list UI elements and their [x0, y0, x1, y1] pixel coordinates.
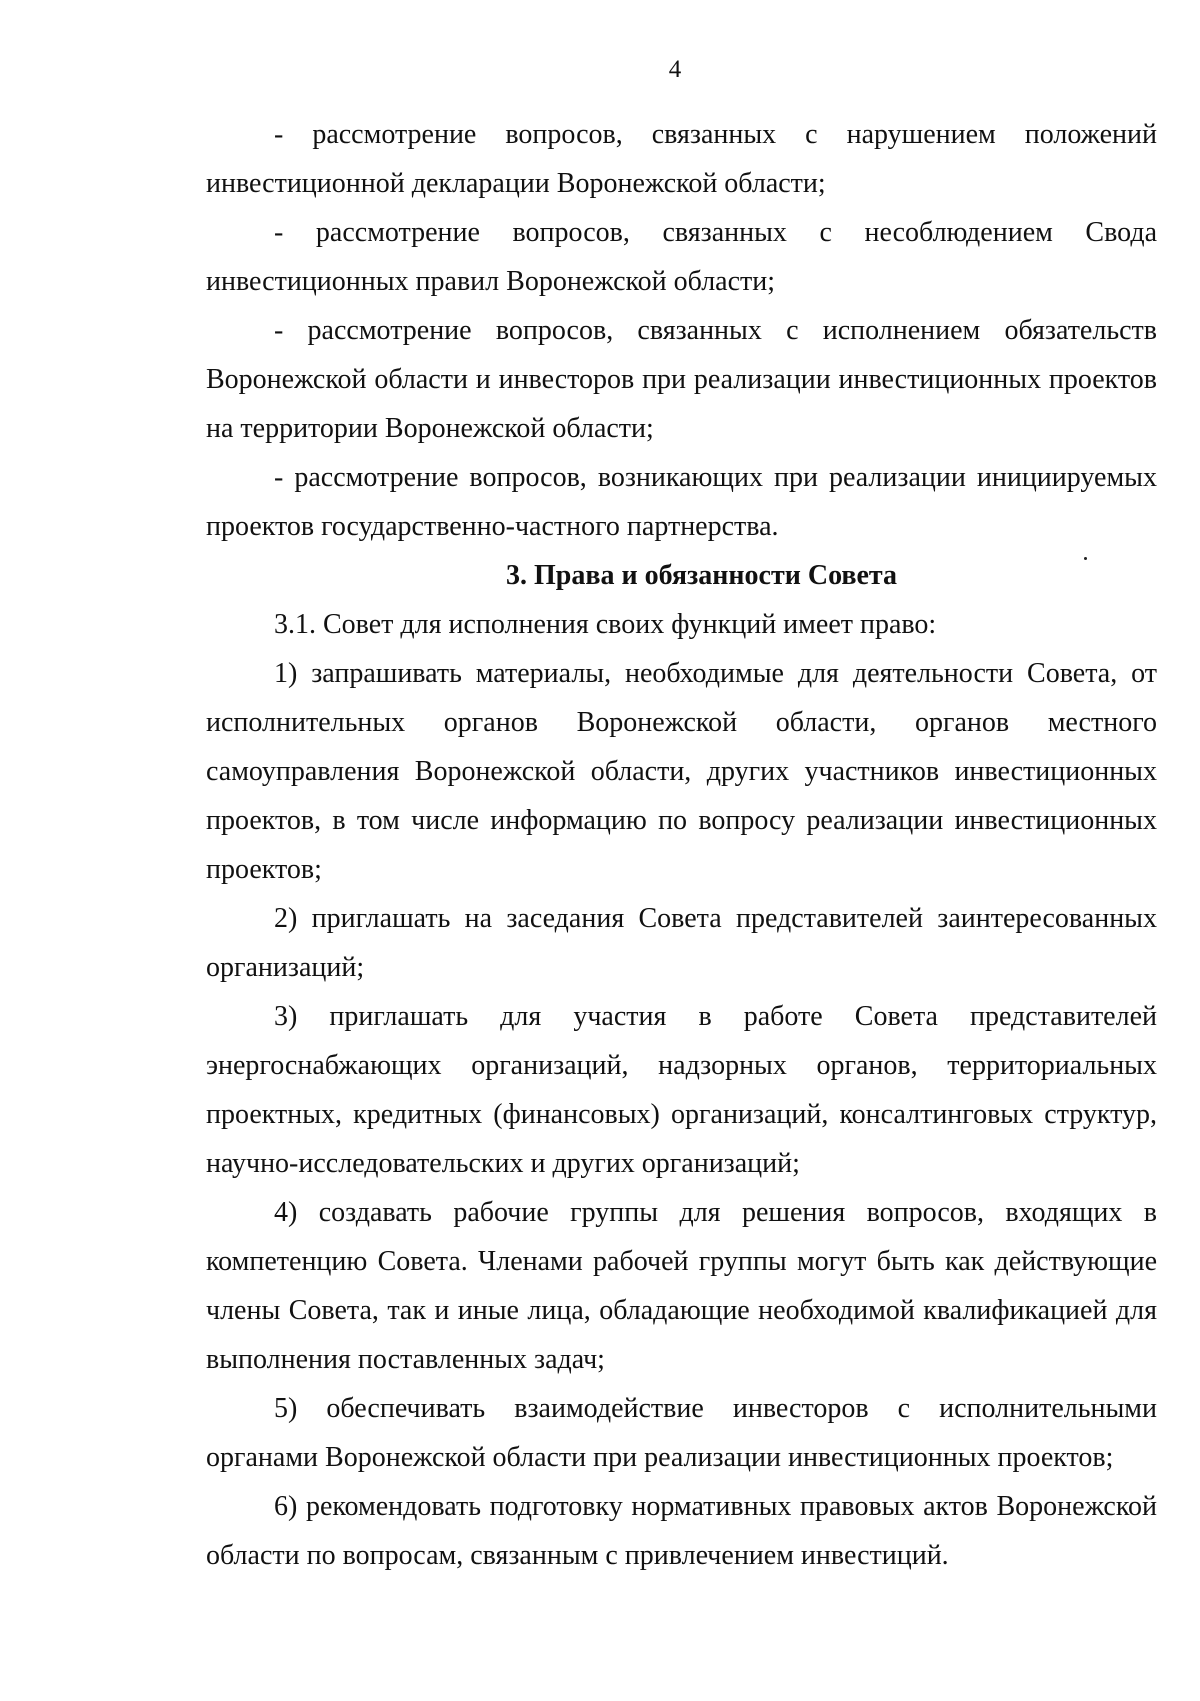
document-body — [206, 110, 1157, 1580]
right-item-5: 5) обеспечивать взаимодействие инвесторов с исполнительными органами Воронежской области при реализации инвестиционных проектов; — [206, 1393, 1157, 1473]
section-heading: 3. Права и обязанности Совета — [505, 560, 898, 591]
list-item: - рассмотрение вопросов, связанных с несоблюдением Свода инвестиционных правил Воронежской области; — [206, 217, 1157, 297]
section-intro: 3.1. Совет для исполнения своих функций имеет право: — [274, 609, 937, 640]
list-item: - рассмотрение вопросов, связанных с исполнением обязательств Воронежской области и инвесторов при реализации инвестиционных проектов на территории Воронежской области; — [206, 315, 1157, 444]
right-item-3: 3) приглашать для участия в работе Совета представителей энергоснабжающих организаций, надзорных органов, территориальных проектных, кредитных (финансовых) организаций, консалтинговых структур, научно-исследовательских и других организаций; — [206, 1001, 1157, 1179]
list-item: - рассмотрение вопросов, связанных с нарушением положений инвестиционной декларации Воронежской области; — [206, 119, 1157, 199]
right-item-2: 2) приглашать на заседания Совета представителей заинтересованных организаций; — [206, 903, 1157, 983]
page-number: 4 — [668, 56, 682, 83]
list-item: - рассмотрение вопросов, возникающих при реализации инициируемых проектов государственно-частного партнерства. — [206, 462, 1157, 542]
right-item-1: 1) запрашивать материалы, необходимые для деятельности Совета, от исполнительных органов Воронежской области, органов местного самоуправления Воронежской области, других участников инвестиционных проектов, в том числе информацию по вопросу реализации инвестиционных проектов; — [206, 658, 1157, 885]
right-item-6: 6) рекомендовать подготовку нормативных правовых актов Воронежской области по вопросам, связанным с привлечением инвестиций. — [206, 1491, 1157, 1571]
right-item-4: 4) создавать рабочие группы для решения вопросов, входящих в компетенцию Совета. Членами рабочей группы могут быть как действующие члены Совета, так и иные лица, обладающие необходимой квалификацией для выполнения поставленных задач; — [206, 1197, 1157, 1375]
